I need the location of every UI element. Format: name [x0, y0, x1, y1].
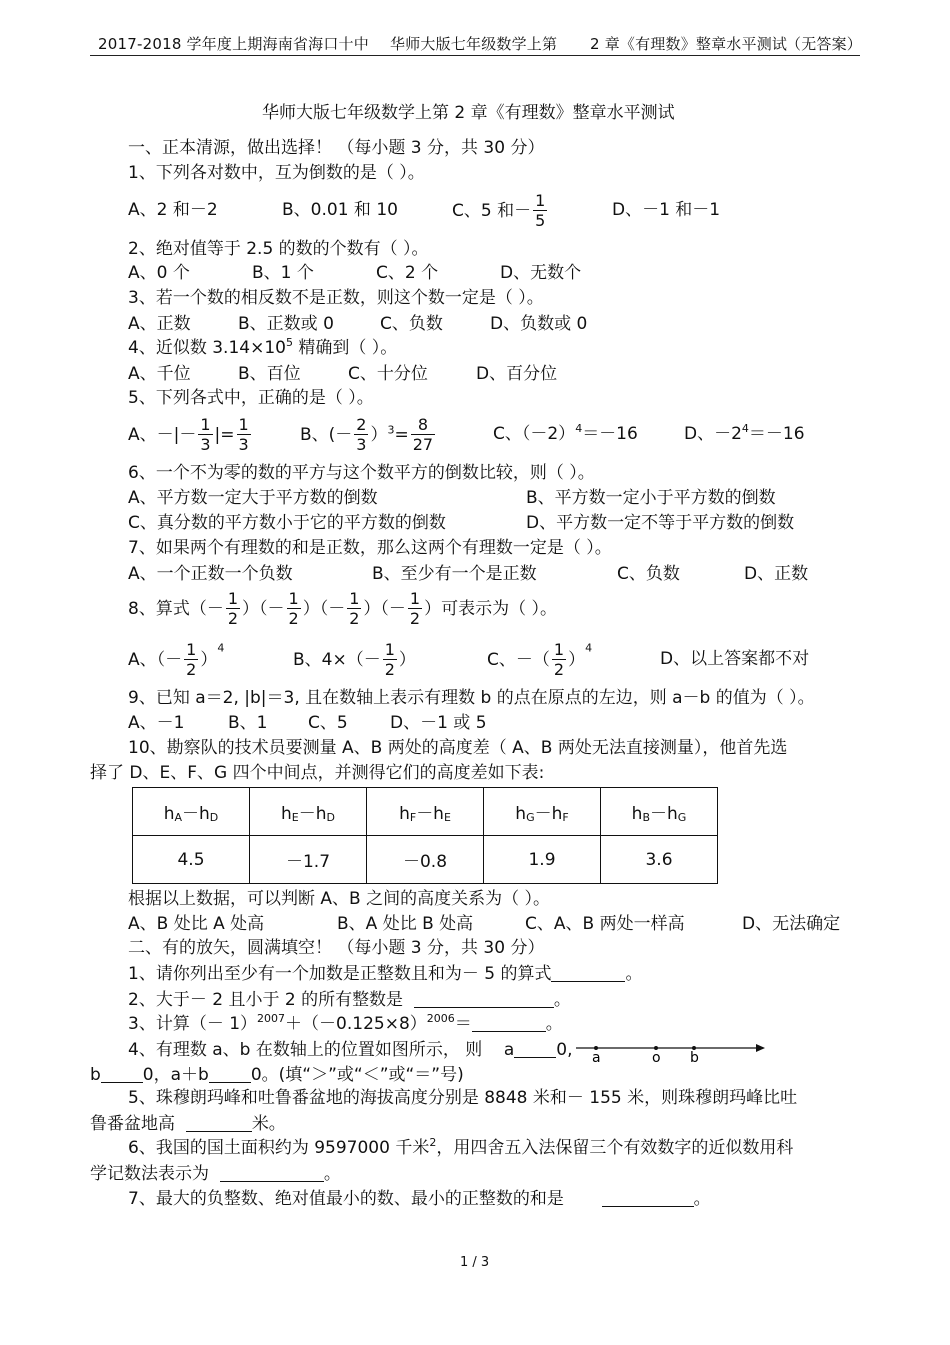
q10-question: 根据以上数据，可以判断 A、B 之间的高度关系为（ ）。	[128, 889, 551, 909]
fill3-eq: ＝	[454, 1014, 472, 1034]
fill3-blank[interactable]	[472, 1015, 546, 1032]
fill3	[128, 1012, 563, 1034]
q6-option-d: D、平方数一定不等于平方数的倒数	[526, 513, 795, 533]
fill4-b: b	[90, 1065, 101, 1085]
q8a-pre: A、（－	[128, 649, 183, 670]
fill5-end: 米。	[251, 1114, 286, 1134]
fill3-pre: 3、计算（－ 1）	[128, 1014, 258, 1034]
table-cell: －0.8	[367, 836, 484, 884]
cell-sub: D	[209, 811, 219, 824]
fraction	[383, 641, 397, 680]
label-b: b	[690, 1050, 699, 1066]
fill6-line1	[128, 1136, 794, 1158]
label-origin: o	[652, 1050, 661, 1066]
fill3-end: 。	[545, 1014, 563, 1034]
fill6-exp: 2	[429, 1136, 437, 1149]
fraction-num: 1	[535, 191, 546, 210]
q8-end: ）可表示为（ ）。	[424, 598, 557, 619]
fill7	[128, 1190, 711, 1208]
q8-option-b	[293, 641, 416, 680]
fill6-pre: 6、我国的国土面积约为 9597000 千米	[128, 1138, 430, 1158]
q7-option-b: B、至少有一个是正数	[372, 564, 537, 584]
cell-text: －h	[298, 804, 327, 824]
q7-option-a: A、一个正数一个负数	[128, 564, 293, 584]
cell-sub: G	[677, 811, 687, 824]
fraction	[411, 416, 435, 455]
q5-option-d	[684, 422, 805, 444]
q8-sep: ）（－	[363, 598, 406, 619]
cell-sub: G	[526, 811, 535, 824]
fill3-mid: ＋（－0.125×8）	[285, 1014, 427, 1034]
fill6-blank[interactable]	[220, 1165, 324, 1182]
cell-text: h	[631, 804, 643, 824]
q10-option-b: B、A 处比 B 处高	[337, 914, 474, 934]
fraction-num: 1	[409, 589, 421, 608]
q4-option-b: B、百位	[238, 364, 301, 384]
q3-option-a: A、正数	[128, 314, 191, 334]
q7-option-c: C、负数	[617, 564, 680, 584]
cell-sub: B	[642, 811, 650, 824]
q5a-pre: A、－|－	[128, 424, 197, 445]
q10-option-d: D、无法确定	[742, 914, 841, 934]
q5-option-b	[300, 416, 437, 455]
q6-option-a: A、平方数一定大于平方数的倒数	[128, 488, 378, 508]
cell-sub: D	[326, 811, 335, 824]
header-chapter: 2 章《有理数》整章水平测试	[590, 35, 788, 53]
fraction-den: 27	[412, 435, 434, 455]
table-header-cell	[133, 788, 250, 836]
q7-option-d: D、正数	[744, 564, 809, 584]
fraction-den: 2	[409, 609, 421, 629]
cell-text: －h	[650, 804, 678, 824]
fraction-den: 2	[288, 609, 299, 629]
q5c-exp: 4	[575, 422, 583, 435]
q8c-pre: C、－（	[487, 649, 550, 670]
cell-sub: E	[443, 811, 451, 824]
page-number: 1 / 3	[460, 1255, 490, 1270]
cell-sub: A	[174, 811, 183, 824]
fraction	[287, 590, 301, 629]
q4-option-c: C、十分位	[348, 364, 428, 384]
cell-text: h	[399, 804, 410, 824]
fraction	[533, 192, 547, 231]
table-cell: 3.6	[601, 836, 718, 884]
fill4-mid: 0，a＋b	[142, 1065, 209, 1085]
q5c-post: ＝－16	[582, 424, 638, 444]
table-header-cell	[367, 788, 484, 836]
fraction-num: 1	[349, 589, 360, 608]
section2-heading: 二、有的放矢，圆满填空！ （每小题 3 分，共 30 分）	[128, 938, 545, 958]
fraction	[198, 416, 212, 455]
fill5-pre: 鲁番盆地高	[90, 1114, 175, 1134]
q4-post: 精确到（ ）。	[292, 338, 398, 358]
fill1-text: 1、请你列出至少有一个加数是正整数且和为－ 5 的算式	[128, 964, 552, 984]
q8-option-a	[128, 641, 224, 680]
q8b-post: ）	[398, 649, 416, 670]
q2-option-a: A、0 个	[128, 263, 190, 283]
fill4-line1	[128, 1041, 573, 1059]
q1-option-b: B、0.01 和 10	[282, 200, 398, 220]
fraction-num: 1	[288, 589, 299, 608]
fill2-text: 2、大于－ 2 且小于 2 的所有整数是	[128, 990, 404, 1010]
q1-option-a: A、2 和－2	[128, 200, 218, 220]
q10-stem-line2: 择了 D、E、F、G 四个中间点，并测得它们的高度差如下表:	[90, 763, 545, 783]
cell-text: h	[163, 804, 175, 824]
fraction-den: 2	[186, 660, 197, 680]
q9-option-b: B、1	[228, 713, 268, 733]
fraction	[552, 641, 566, 680]
cell-text: －h	[416, 804, 444, 824]
q5b-pre: B、(－	[300, 424, 353, 445]
q1-stem: 1、下列各对数中，互为倒数的是（ ）。	[128, 163, 425, 183]
fill2-blank[interactable]	[414, 991, 554, 1008]
table-header-cell	[250, 788, 367, 836]
fill4-blank-b[interactable]	[101, 1066, 143, 1083]
q4-stem	[128, 336, 398, 358]
q4-pre: 4、近似数 3.14×10	[128, 338, 286, 358]
q3-stem: 3、若一个数的相反数不是正数，则这个数一定是（ ）。	[128, 288, 544, 308]
q5-stem: 5、下列各式中，正确的是（ ）。	[128, 388, 374, 408]
q5a-mid: |=	[214, 424, 235, 445]
q2-option-c: C、2 个	[376, 263, 439, 283]
header-rule	[90, 55, 860, 56]
fill1-end: 。	[625, 964, 643, 984]
q6-option-b: B、平方数一定小于平方数的倒数	[526, 488, 776, 508]
q3-option-c: C、负数	[380, 314, 443, 334]
table-header-cell	[484, 788, 601, 836]
fraction-den: 3	[238, 435, 249, 455]
q2-stem: 2、绝对值等于 2.5 的数的个数有（ ）。	[128, 239, 429, 259]
q3-option-b: B、正数或 0	[238, 314, 334, 334]
fraction-den: 3	[200, 435, 211, 455]
q2-option-d: D、无数个	[500, 263, 582, 283]
q5d-post: ＝－16	[748, 424, 805, 444]
header-tag: （无答案）	[786, 35, 863, 53]
fraction-num: 1	[238, 415, 249, 434]
fill4-text: 4、有理数 a、b 在数轴上的位置如图所示， 则	[128, 1040, 483, 1060]
fraction-num: 1	[553, 640, 565, 659]
q5d-exp: 4	[741, 422, 749, 435]
table-header-row	[133, 788, 718, 836]
fill3-exp2: 2006	[426, 1012, 455, 1025]
cell-sub: E	[291, 811, 299, 824]
q10-option-c: C、A、B 两处一样高	[525, 914, 685, 934]
q9-stem: 9、已知 a＝2, |b|＝3, 且在数轴上表示有理数 b 的点在原点的左边，则 a－b 的值为（ ）。	[128, 688, 815, 708]
q7-stem: 7、如果两个有理数的和是正数，那么这两个有理数一定是（ ）。	[128, 538, 612, 558]
cell-text: －h	[182, 804, 210, 824]
label-a: a	[592, 1050, 601, 1066]
fill6-end: 。	[323, 1164, 341, 1184]
cell-text: －h	[534, 804, 563, 824]
number-line-diagram	[576, 1038, 766, 1068]
fraction-den: 2	[227, 609, 239, 629]
q8a-post: ）	[200, 649, 218, 670]
q8-option-c	[487, 641, 592, 680]
number-line-arrow	[756, 1044, 765, 1052]
fill4-line2	[90, 1066, 464, 1084]
q9-option-a: A、－1	[128, 713, 185, 733]
fraction-num: 1	[200, 415, 211, 434]
fill5-line1: 5、珠穆朗玛峰和吐鲁番盆地的海拔高度分别是 8848 米和－ 155 米，则珠穆朗玛峰比吐	[128, 1088, 798, 1108]
fill1	[128, 965, 642, 983]
q10-stem-line1: 10、勘察队的技术员要测量 A、B 两处的高度差（ A、B 两处无法直接测量），他首先选	[128, 738, 788, 758]
fraction-num: 2	[356, 415, 367, 434]
q8c-post: ）	[568, 649, 586, 670]
table-cell: 1.9	[484, 836, 601, 884]
fraction-den: 2	[384, 660, 395, 680]
q4-exp: 5	[285, 336, 293, 349]
q8-sep: ）（－	[302, 598, 346, 619]
fill4-zero: 0,	[556, 1040, 573, 1060]
header-book: 华师大版七年级数学上第	[390, 35, 558, 53]
fill3-exp1: 2007	[257, 1012, 286, 1025]
table-header-cell	[601, 788, 718, 836]
q6-option-c: C、真分数的平方数小于它的平方数的倒数	[128, 513, 446, 533]
fill6-post: ，用四舍五入法保留三个有效数字的近似数用科	[436, 1138, 794, 1158]
fill4-a: a	[503, 1040, 515, 1060]
fill4-end: 0。(填“＞”或“＜”或“＝”号)	[250, 1065, 464, 1085]
table-cell: －1.7	[250, 836, 367, 884]
fill5-line2	[90, 1115, 286, 1133]
header-school: 2017-2018 学年度上期海南省海口十中	[98, 35, 369, 53]
q6-stem: 6、一个不为零的数的平方与这个数平方的倒数比较，则（ ）。	[128, 463, 595, 483]
fill4-blank-a[interactable]	[514, 1041, 556, 1058]
fraction-num: 1	[227, 589, 239, 608]
fraction	[226, 590, 240, 629]
fraction-num: 1	[186, 640, 197, 659]
q8c-exp: 4	[585, 641, 593, 655]
fill7-end: 。	[693, 1189, 711, 1209]
cell-text: h	[515, 804, 527, 824]
q1-option-c	[452, 192, 549, 231]
q4-option-a: A、千位	[128, 364, 191, 384]
fill2-end: 。	[553, 990, 571, 1010]
q5-option-c	[493, 422, 638, 444]
q8-option-d: D、以上答案都不对	[660, 649, 810, 669]
fraction	[237, 416, 251, 455]
q5b-exp: 3	[387, 423, 395, 437]
fill6-line2	[90, 1165, 341, 1183]
q4-option-d: D、百分位	[476, 364, 558, 384]
page-title: 华师大版七年级数学上第 2 章《有理数》整章水平测试	[262, 103, 675, 123]
fill4-blank-sum[interactable]	[209, 1066, 251, 1083]
fraction	[354, 416, 368, 455]
q5b-close: ）	[370, 424, 388, 445]
fraction-den: 2	[349, 609, 360, 629]
q8-sep: ）（－	[242, 598, 285, 619]
fraction-den: 3	[356, 435, 367, 455]
q5c-pre: C、（－2）	[493, 424, 576, 444]
q8b-pre: B、4×（－	[293, 649, 381, 670]
fill1-blank[interactable]	[551, 965, 625, 982]
q2-option-b: B、1 个	[252, 263, 314, 283]
height-difference-table	[132, 787, 718, 884]
fill6-l2-pre: 学记数法表示为	[90, 1164, 209, 1184]
q8-stem	[128, 590, 557, 629]
q8a-exp: 4	[217, 641, 225, 655]
q1c-text: C、5 和－	[452, 200, 532, 221]
cell-sub: F	[562, 811, 569, 824]
fraction-num: 1	[384, 640, 395, 659]
fill5-blank[interactable]	[186, 1115, 252, 1132]
q1-option-d: D、－1 和－1	[612, 200, 721, 220]
q5-option-a	[128, 416, 253, 455]
fraction	[408, 590, 422, 629]
fill2	[128, 991, 571, 1009]
fraction-den: 5	[535, 211, 546, 231]
section1-heading: 一、正本清源，做出选择！ （每小题 3 分，共 30 分）	[128, 138, 545, 158]
fraction-den: 2	[553, 660, 565, 680]
q5d-pre: D、－2	[684, 424, 742, 444]
q10-option-a: A、B 处比 A 处高	[128, 914, 265, 934]
fraction	[184, 641, 198, 680]
q8-pre: 8、算式（－	[128, 598, 224, 619]
q3-option-d: D、负数或 0	[490, 314, 588, 334]
q9-option-c: C、5	[308, 713, 348, 733]
fraction-num: 8	[411, 416, 435, 435]
cell-text: h	[281, 804, 292, 824]
q9-option-d: D、－1 或 5	[390, 713, 487, 733]
table-cell: 4.5	[133, 836, 250, 884]
q5b-eq: =	[394, 424, 409, 445]
fraction	[347, 590, 361, 629]
cell-sub: F	[409, 811, 417, 824]
fill7-blank[interactable]	[602, 1190, 694, 1207]
table-row	[133, 836, 718, 884]
fill7-text: 7、最大的负整数、绝对值最小的数、最小的正整数的和是	[128, 1189, 564, 1209]
